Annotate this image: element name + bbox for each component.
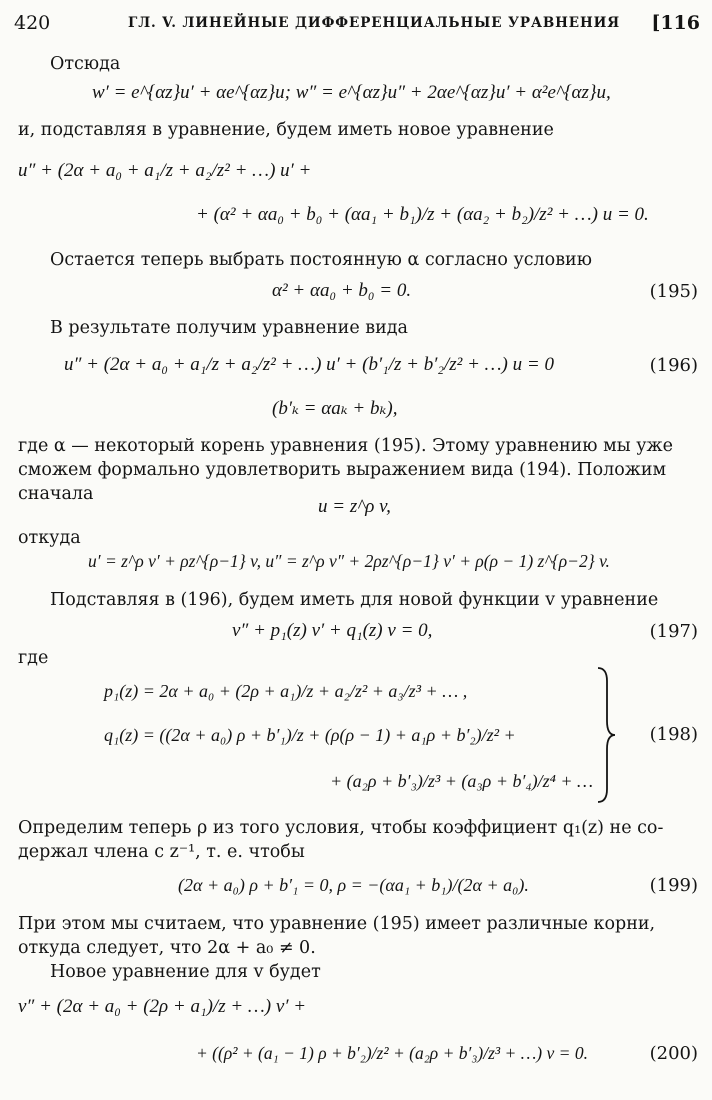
formula: + ((ρ² + (a₁ − 1) ρ + b′₂)/z² + (a₂ρ + b′₃)/z³ + …) v = 0. xyxy=(196,1043,588,1063)
formula: u″ + (2α + a₀ + a₁/z + a₂/z² + …) u′ + (b′₁/z + b′₂/z² + …) u = 0 xyxy=(64,354,554,375)
formula: (b′ₖ = αaₖ + bₖ), xyxy=(272,398,398,419)
text-line: и, подставляя в уравнение, будем иметь новое уравнение xyxy=(18,120,554,140)
text-line: сначала xyxy=(18,484,94,504)
equation-number: (198) xyxy=(649,724,698,745)
formula: (2α + a₀) ρ + b′₁ = 0, ρ = −(αa₁ + b₁)/(2α + a₀). xyxy=(178,875,529,895)
equation-number: (196) xyxy=(649,355,698,376)
formula: u = z^ρ v, xyxy=(318,496,391,517)
equation-number: (195) xyxy=(649,281,698,302)
equation-number: (199) xyxy=(649,875,698,896)
equation-number: (197) xyxy=(649,621,698,642)
text-line: где α — некоторый корень уравнения (195). Этому уравнению мы уже xyxy=(18,436,673,456)
text-line: При этом мы считаем, что уравнение (195) имеет различные корни, xyxy=(18,914,656,934)
text-line: откуда следует, что 2α + a₀ ≠ 0. xyxy=(18,938,316,958)
text-line: где xyxy=(18,648,49,668)
equation-number: (200) xyxy=(649,1043,698,1064)
text-line: Остается теперь выбрать постоянную α согласно условию xyxy=(50,250,592,270)
formula: α² + αa₀ + b₀ = 0. xyxy=(272,280,412,301)
text-line: Подставляя в (196), будем иметь для новой функции v уравнение xyxy=(50,590,659,610)
right-brace-icon xyxy=(595,665,617,805)
text-line: Определим теперь ρ из того условия, чтобы коэффициент q₁(z) не со- xyxy=(18,818,664,838)
formula: w′ = e^{αz}u′ + αe^{αz}u; w″ = e^{αz}u″ + 2αe^{αz}u′ + α²e^{αz}u, xyxy=(92,82,611,103)
text-line: сможем формально удовлетворить выражением вида (194). Положим xyxy=(18,460,667,480)
formula: v″ + (2α + a₀ + (2ρ + a₁)/z + …) v′ + xyxy=(18,996,307,1017)
text-line: Новое уравнение для v будет xyxy=(50,962,321,982)
text-line: откуда xyxy=(18,528,81,548)
page-header xyxy=(14,12,700,38)
text-line: В результате получим уравнение вида xyxy=(50,318,408,338)
text-line: Отсюда xyxy=(50,54,121,74)
text-line: держал члена с z⁻¹, т. е. чтобы xyxy=(18,842,305,862)
page-number: 420 xyxy=(14,12,51,34)
formula: q₁(z) = ((2α + a₀) ρ + b′₁)/z + (ρ(ρ − 1) + a₁ρ + b′₂)/z² + xyxy=(104,725,516,745)
formula: v″ + p₁(z) v′ + q₁(z) v = 0, xyxy=(232,620,433,641)
running-title: ГЛ. V. ЛИНЕЙНЫЕ ДИФФЕРЕНЦИАЛЬНЫЕ УРАВНЕНИЯ xyxy=(128,15,621,31)
section-number: [116 xyxy=(651,12,700,34)
formula: + (α² + αa₀ + b₀ + (αa₁ + b₁)/z + (αa₂ + b₂)/z² + …) u = 0. xyxy=(196,204,649,225)
formula: p₁(z) = 2α + a₀ + (2ρ + a₁)/z + a₂/z² + a₃/z³ + … , xyxy=(104,681,468,701)
formula: u″ + (2α + a₀ + a₁/z + a₂/z² + …) u′ + xyxy=(18,160,312,181)
formula: + (a₂ρ + b′₃)/z³ + (a₃ρ + b′₄)/z⁴ + … xyxy=(330,771,594,791)
formula: u′ = z^ρ v′ + ρz^{ρ−1} v, u″ = z^ρ v″ + 2ρz^{ρ−1} v′ + ρ(ρ − 1) z^{ρ−2} v. xyxy=(88,551,610,571)
